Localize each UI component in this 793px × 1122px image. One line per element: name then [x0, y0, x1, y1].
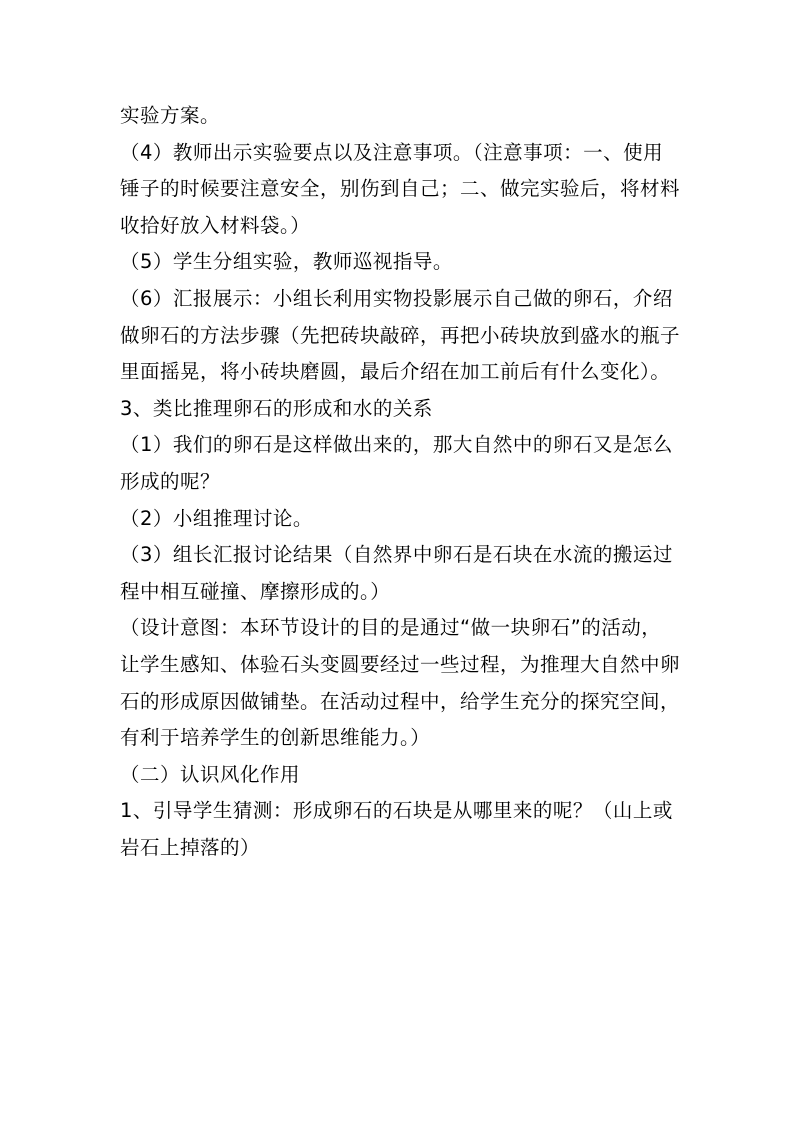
paragraph-continuation: 实验方案。 — [120, 104, 221, 127]
paragraph-sub-3: （3）组长汇报讨论结果（自然界中卵石是石块在水流的搬运过程中相互碰撞、摩擦形成的。） — [120, 543, 673, 603]
paragraph-sub-1: （1）我们的卵石是这样做出来的，那大自然中的卵石又是怎么形成的呢？ — [120, 433, 673, 493]
document-body — [120, 98, 680, 866]
paragraph-guess-1: 1、引导学生猜测：形成卵石的石块是从哪里来的呢？（山上或岩石上掉落的） — [120, 799, 673, 859]
paragraph-step-6: （6）汇报展示：小组长利用实物投影展示自己做的卵石，介绍做卵石的方法步骤（先把砖块敲碎，再把小砖块放到盛水的瓶子里面摇晃，将小砖块磨圆，最后介绍在加工前后有什么变化）。 — [120, 286, 681, 384]
section-heading-2: （二）认识风化作用 — [120, 762, 301, 786]
section-heading-3: 3、类比推理卵石的形成和水的关系 — [120, 396, 433, 420]
paragraph-sub-2: （2）小组推理讨论。 — [120, 506, 313, 530]
paragraph-design-intent: （设计意图：本环节设计的目的是通过“做一块卵石”的活动，让学生感知、体验石头变圆要经过一些过程，为推理大自然中卵石的形成原因做铺垫。在活动过程中，给学生充分的探究空间，有利于培养学生的创新思维能力。） — [120, 616, 681, 750]
paragraph-step-4: （4）教师出示实验要点以及注意事项。（注意事项：一、使用锤子的时候要注意安全，别伤到自己；二、做完实验后，将材料收拾好放入材料袋。） — [120, 140, 681, 237]
paragraph-step-5: （5）学生分组实验，教师巡视指导。 — [120, 250, 453, 274]
